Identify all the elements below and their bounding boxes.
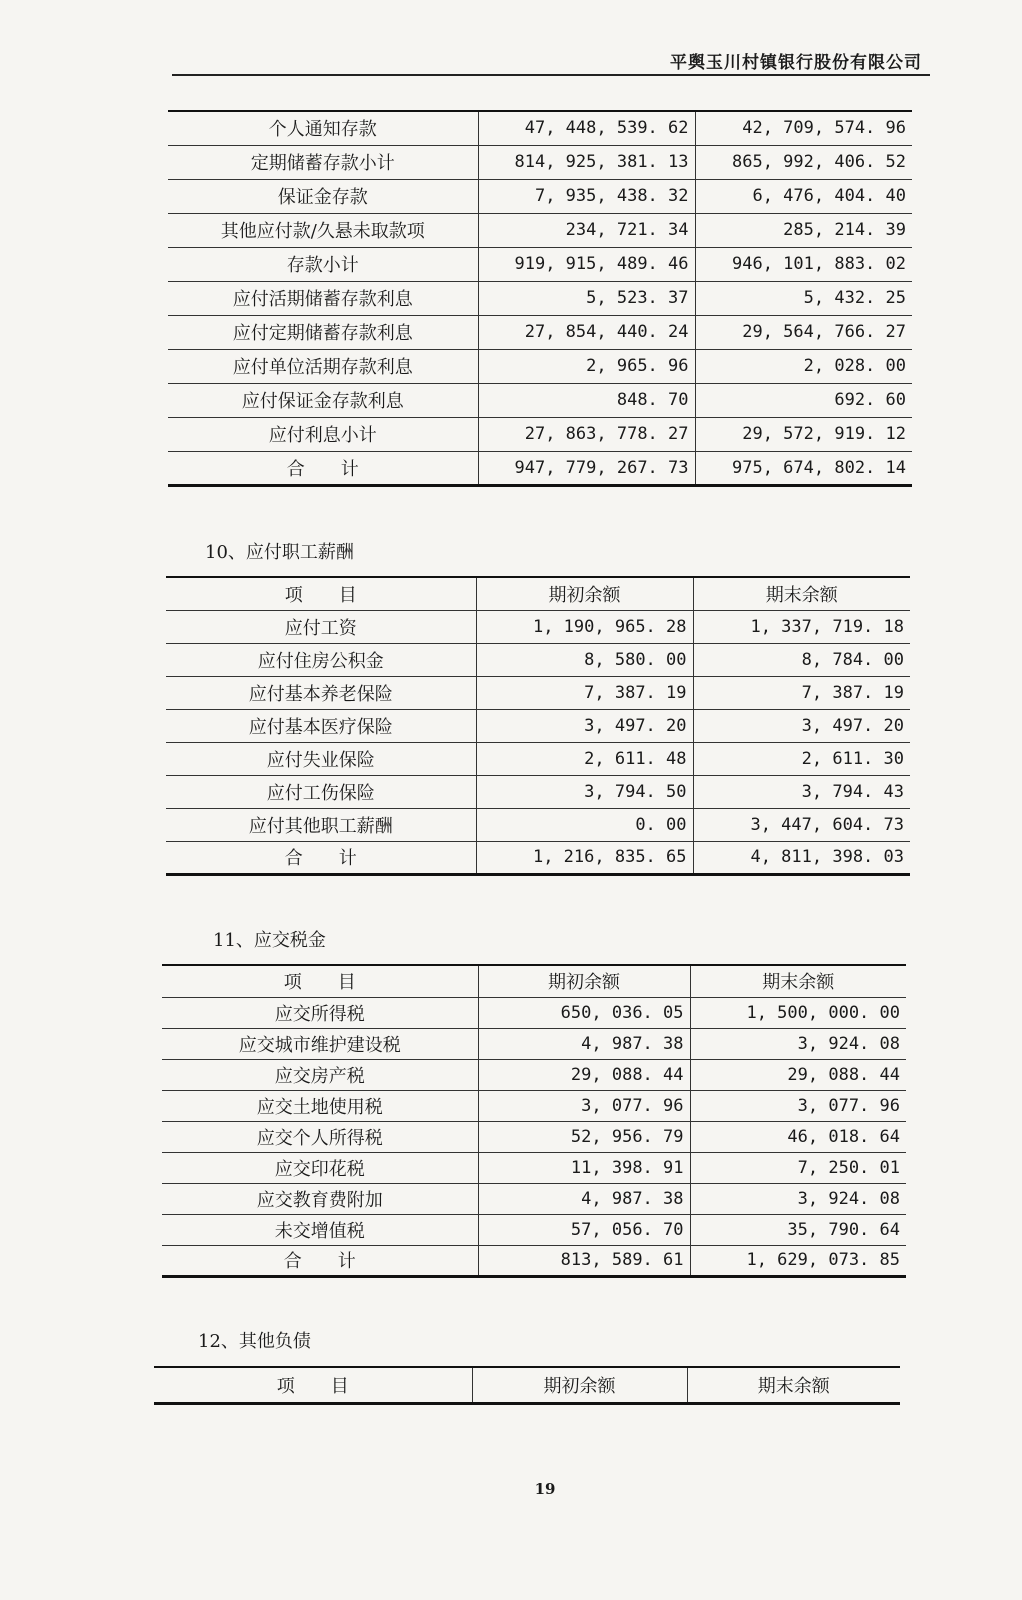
header-begin: 期初余额 [476, 577, 693, 610]
deposits-table [168, 110, 912, 487]
table-row [168, 383, 912, 417]
end-value: 29, 572, 919. 12 [695, 417, 912, 451]
table-row [166, 610, 910, 643]
header-row [166, 577, 910, 610]
row-label: 保证金存款 [168, 179, 478, 213]
end-value: 3, 794. 43 [693, 775, 910, 808]
row-label: 合 计 [168, 451, 478, 485]
row-label: 个人通知存款 [168, 111, 478, 145]
row-label: 应交房产税 [162, 1059, 478, 1090]
table-row [168, 315, 912, 349]
table-row [168, 349, 912, 383]
section-title-tax: 11、应交税金 [213, 930, 326, 951]
row-label: 应付保证金存款利息 [168, 383, 478, 417]
end-value: 3, 924. 08 [690, 1183, 906, 1214]
table-row [162, 997, 906, 1028]
section-title-salary: 10、应付职工薪酬 [205, 542, 354, 563]
begin-value: 7, 935, 438. 32 [478, 179, 695, 213]
table-row [166, 775, 910, 808]
table-row [168, 111, 912, 145]
end-value: 975, 674, 802. 14 [695, 451, 912, 485]
begin-value: 4, 987. 38 [478, 1028, 690, 1059]
end-value: 2, 028. 00 [695, 349, 912, 383]
row-label: 应交所得税 [162, 997, 478, 1028]
end-value: 7, 250. 01 [690, 1152, 906, 1183]
header-end: 期末余额 [690, 965, 906, 997]
total-row [168, 451, 912, 485]
company-header: 平舆玉川村镇银行股份有限公司 [670, 53, 922, 73]
end-value: 1, 629, 073. 85 [690, 1245, 906, 1276]
begin-value: 0. 00 [476, 808, 693, 841]
row-label: 合 计 [162, 1245, 478, 1276]
end-value: 42, 709, 574. 96 [695, 111, 912, 145]
row-label: 应付活期储蓄存款利息 [168, 281, 478, 315]
header-item: 项 目 [166, 577, 476, 610]
table-row [162, 1059, 906, 1090]
table-row [162, 1214, 906, 1245]
end-value: 29, 564, 766. 27 [695, 315, 912, 349]
begin-value: 29, 088. 44 [478, 1059, 690, 1090]
table-row [168, 417, 912, 451]
header-item: 项 目 [162, 965, 478, 997]
begin-value: 650, 036. 05 [478, 997, 690, 1028]
row-label: 应交个人所得税 [162, 1121, 478, 1152]
begin-value: 3, 497. 20 [476, 709, 693, 742]
total-row [162, 1245, 906, 1276]
end-value: 3, 924. 08 [690, 1028, 906, 1059]
begin-value: 1, 216, 835. 65 [476, 841, 693, 874]
table-row [166, 643, 910, 676]
table-row [162, 1121, 906, 1152]
row-label: 应付住房公积金 [166, 643, 476, 676]
table-row [168, 281, 912, 315]
begin-value: 3, 794. 50 [476, 775, 693, 808]
row-label: 未交增值税 [162, 1214, 478, 1245]
table-row [166, 808, 910, 841]
table-row [162, 1183, 906, 1214]
end-value: 29, 088. 44 [690, 1059, 906, 1090]
row-label: 应付失业保险 [166, 742, 476, 775]
end-value: 3, 077. 96 [690, 1090, 906, 1121]
begin-value: 848. 70 [478, 383, 695, 417]
begin-value: 813, 589. 61 [478, 1245, 690, 1276]
end-value: 46, 018. 64 [690, 1121, 906, 1152]
row-label: 应付工资 [166, 610, 476, 643]
begin-value: 11, 398. 91 [478, 1152, 690, 1183]
end-value: 285, 214. 39 [695, 213, 912, 247]
end-value: 692. 60 [695, 383, 912, 417]
table-row [166, 676, 910, 709]
row-label: 定期储蓄存款小计 [168, 145, 478, 179]
end-value: 35, 790. 64 [690, 1214, 906, 1245]
row-label: 其他应付款/久悬未取款项 [168, 213, 478, 247]
begin-value: 919, 915, 489. 46 [478, 247, 695, 281]
table-row [168, 145, 912, 179]
begin-value: 2, 965. 96 [478, 349, 695, 383]
begin-value: 2, 611. 48 [476, 742, 693, 775]
row-label: 应付单位活期存款利息 [168, 349, 478, 383]
other-liabilities-table [154, 1366, 900, 1405]
row-label: 合 计 [166, 841, 476, 874]
begin-value: 7, 387. 19 [476, 676, 693, 709]
end-value: 946, 101, 883. 02 [695, 247, 912, 281]
row-label: 应付基本医疗保险 [166, 709, 476, 742]
salary-table [166, 576, 910, 876]
header-begin: 期初余额 [472, 1367, 687, 1403]
table-row [162, 1028, 906, 1059]
header-end: 期末余额 [687, 1367, 900, 1403]
end-value: 3, 447, 604. 73 [693, 808, 910, 841]
begin-value: 27, 863, 778. 27 [478, 417, 695, 451]
end-value: 2, 611. 30 [693, 742, 910, 775]
row-label: 应交城市维护建设税 [162, 1028, 478, 1059]
begin-value: 947, 779, 267. 73 [478, 451, 695, 485]
header-end: 期末余额 [693, 577, 910, 610]
row-label: 应付利息小计 [168, 417, 478, 451]
tax-table [162, 964, 906, 1278]
end-value: 1, 337, 719. 18 [693, 610, 910, 643]
table-row [162, 1090, 906, 1121]
table-row [168, 179, 912, 213]
begin-value: 4, 987. 38 [478, 1183, 690, 1214]
end-value: 5, 432. 25 [695, 281, 912, 315]
end-value: 4, 811, 398. 03 [693, 841, 910, 874]
table-row [168, 247, 912, 281]
row-label: 应付工伤保险 [166, 775, 476, 808]
end-value: 8, 784. 00 [693, 643, 910, 676]
begin-value: 27, 854, 440. 24 [478, 315, 695, 349]
header-rule [172, 74, 930, 76]
header-item: 项 目 [154, 1367, 472, 1403]
row-label: 应交印花税 [162, 1152, 478, 1183]
table-row [166, 709, 910, 742]
begin-value: 234, 721. 34 [478, 213, 695, 247]
row-label: 应交教育费附加 [162, 1183, 478, 1214]
end-value: 1, 500, 000. 00 [690, 997, 906, 1028]
begin-value: 8, 580. 00 [476, 643, 693, 676]
end-value: 7, 387. 19 [693, 676, 910, 709]
begin-value: 57, 056. 70 [478, 1214, 690, 1245]
row-label: 存款小计 [168, 247, 478, 281]
end-value: 865, 992, 406. 52 [695, 145, 912, 179]
begin-value: 47, 448, 539. 62 [478, 111, 695, 145]
begin-value: 3, 077. 96 [478, 1090, 690, 1121]
header-row [154, 1367, 900, 1403]
section-title-other-liabilities: 12、其他负债 [198, 1331, 311, 1352]
row-label: 应付定期储蓄存款利息 [168, 315, 478, 349]
header-row [162, 965, 906, 997]
end-value: 6, 476, 404. 40 [695, 179, 912, 213]
row-label: 应交土地使用税 [162, 1090, 478, 1121]
begin-value: 814, 925, 381. 13 [478, 145, 695, 179]
begin-value: 52, 956. 79 [478, 1121, 690, 1152]
row-label: 应付基本养老保险 [166, 676, 476, 709]
begin-value: 5, 523. 37 [478, 281, 695, 315]
total-row [166, 841, 910, 874]
row-label: 应付其他职工薪酬 [166, 808, 476, 841]
table-row [162, 1152, 906, 1183]
begin-value: 1, 190, 965. 28 [476, 610, 693, 643]
table-row [168, 213, 912, 247]
page-number: 19 [534, 1480, 556, 1498]
header-begin: 期初余额 [478, 965, 690, 997]
table-row [166, 742, 910, 775]
end-value: 3, 497. 20 [693, 709, 910, 742]
